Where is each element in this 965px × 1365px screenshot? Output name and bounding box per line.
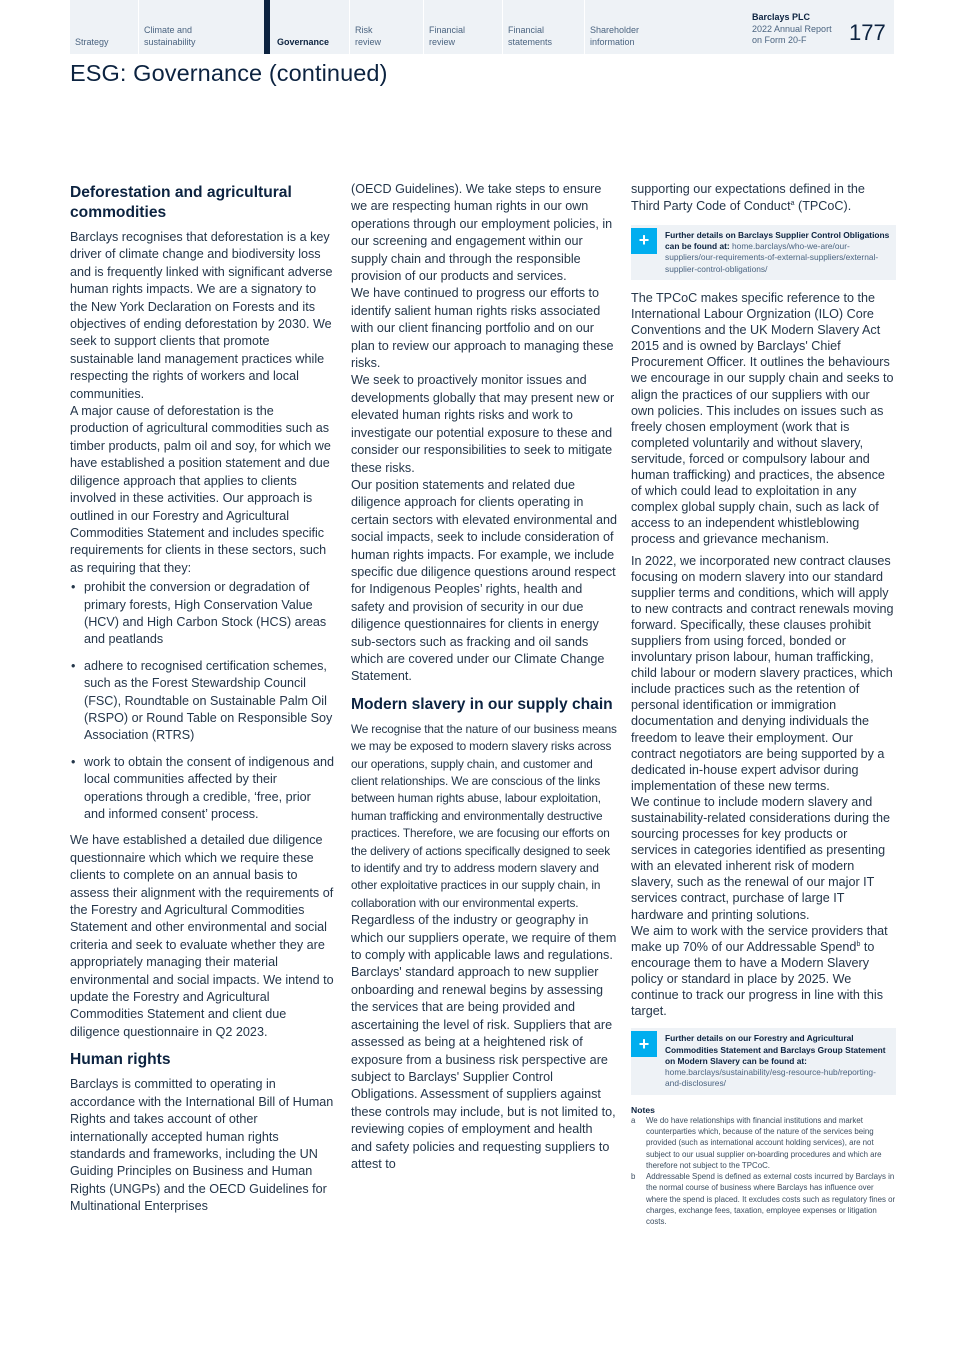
note-text: Addressable Spend is defined as external costs incurred by Barclays in the normal course of business where Barclays has influence over where the spend is placed. It excludes costs such as regulatory fines or charges, exchange fees, taxation, employee expenses or litigation costs. bbox=[646, 1172, 896, 1227]
callout-text bbox=[665, 1033, 890, 1089]
callout-forestry-modern-slavery bbox=[631, 1028, 896, 1094]
paragraph: A major cause of deforestation is the production of agricultural commodities such as timber products, palm oil and soy, for which we have established a position statement and due diligence approach that applies to clients involved in these activities. Our approach is outlined in our Forestry and Agricultural Commodities Statement and includes specific requirements for clients in these sectors, such as requiring that they: bbox=[70, 404, 331, 575]
note-key: a bbox=[631, 1115, 636, 1125]
nav-tab-shareholder-information[interactable] bbox=[584, 0, 666, 54]
callout-link[interactable]: home.barclays/sustainability/esg-resource-hub/reporting-and-disclosures/ bbox=[665, 1067, 876, 1089]
list-item: • prohibit the conversion or degradation of primary forests, High Conservation Value (HCV) and High Carbon Stock (HCS) areas and peatlands bbox=[70, 579, 335, 649]
nav-tab-label: Financial statements bbox=[508, 25, 553, 47]
footnote-ref-a[interactable]: a bbox=[790, 200, 795, 208]
nav-tab-label: Financial review bbox=[429, 25, 466, 47]
report-line-1: 2022 Annual Report bbox=[752, 23, 832, 34]
plus-icon: + bbox=[631, 1031, 657, 1057]
callout-link[interactable]: home.barclays/who-we-are/our-suppliers/our-requirements-of-external-suppliers/external-supplier-control-obligations/ bbox=[665, 241, 879, 274]
nav-tab-risk-review[interactable] bbox=[349, 0, 423, 54]
callout-heading: Further details on our Forestry and Agricultural Commodities Statement and Barclays Group Statement on Modern Slavery can be found at: bbox=[665, 1033, 886, 1066]
nav-tab-governance[interactable] bbox=[264, 0, 347, 54]
list-item: • adhere to recognised certification schemes, such as the Forest Stewardship Council (FSC), Roundtable on Sustainable Palm Oil (RSPO) or Round Table on Responsible Soy Association (RTRS) bbox=[70, 658, 335, 745]
paragraph: Regardless of the industry or geography in which our suppliers operate, we require of them to comply with applicable laws and regulations. Barclays' standard approach to new supplier onboarding and renewal begins by assessing the services that are being provided and ascertaining the level of risk. Suppliers that are assessed as being at a heightened risk of exposure from a business risk perspective are subject to Barclays' Supplier Control Obligations. Assessment of suppliers against these controls may include, but is not limited to, reviewing copies of employment and health and safety policies and requesting suppliers to attest to bbox=[351, 913, 617, 1171]
callout-heading: Further details on Barclays Supplier Control Obligations can be found at: bbox=[665, 229, 890, 252]
column-1 bbox=[70, 181, 335, 1216]
nav-tab-strategy[interactable] bbox=[70, 0, 138, 54]
nav-tab-label: Strategy bbox=[75, 36, 109, 47]
heading-modern-slavery: Modern slavery in our supply chain bbox=[351, 695, 613, 713]
nav-tab-climate[interactable] bbox=[138, 0, 262, 54]
nav-tab-financial-statements[interactable] bbox=[502, 0, 584, 54]
note-b bbox=[631, 1171, 896, 1227]
page-title: ESG: Governance (continued) bbox=[70, 60, 388, 86]
column-2 bbox=[351, 181, 617, 1173]
paragraph: We recognise that the nature of our business means we may be exposed to modern slavery risks across our operations, supply chain, and customer and client relationships. We are conscious of the links between human rights abuse, labour exploitation, human trafficking and environmentally destructive practices. Therefore, we are focusing our efforts on the delivery of actions specifically designed to seek to identify and try to address modern slavery and other exploitative practices in our supply chain, in collaboration with our environmental experts. bbox=[351, 721, 617, 910]
callout-text bbox=[665, 230, 890, 275]
heading-deforestation: Deforestation and agricultural commodities bbox=[70, 184, 292, 221]
paragraph: Our position statements and related due diligence approach for clients operating in certain sectors with elevated environmental and social impacts, seek to include consideration of human rights impacts. For example, we include specific due diligence questions around respect for Indigenous Peoples’ rights, health and safety and provision of security in our due diligence questionnaires for clients in energy sub-sectors such as fracking and oil sands which are covered under our Climate Change Statement. bbox=[351, 477, 618, 684]
nav-tab-financial-review[interactable] bbox=[423, 0, 502, 54]
text: supporting our expectations defined in the Third Party Code of Conduct bbox=[631, 182, 865, 214]
paragraph: We have continued to progress our efforts to identify salient human rights risks associated with our client financing portfolio and on our plan to review our approach to managing these risks. bbox=[351, 286, 614, 371]
plus-icon: + bbox=[631, 228, 657, 254]
paragraph: We have established a detailed due diligence questionnaire which which we require these clients to complete on an annual basis to assess their alignment with the requirements of the Forestry and Agricultural Commodities Statement and other environmental and social criteria and seek to evaluate whether they are appropriately managing their material environmental and social impacts. We intend to update the Forestry and Agricultural Commodities Statement and client due diligence questionnaire in Q2 2023. bbox=[70, 833, 334, 1039]
note-a bbox=[631, 1115, 896, 1171]
text: We aim to work with the service providers that make up 70% of our Addressable Spend bbox=[631, 923, 888, 954]
paragraph: The TPCoC makes specific reference to the International Labour Orgnization (ILO) Core Conventions and the UK Modern Slavery Act 2015 and is owned by Barclays' Chief Procurement Officer. It outlines the behaviours we encourage in our supply chain and seeks to align the practices of our suppliers with our own policies. This includes on issues such as freely chosen employment (work that is completed voluntarily and without slavery, servitude, forced or compulsory labour and human trafficking) and practices, the absence of which could lead to exploitation in any complex global supply chain, such as lack of access to an independent whistleblowing process and grievance mechanism. bbox=[631, 291, 894, 547]
heading-human-rights: Human rights bbox=[70, 1051, 171, 1069]
note-key: b bbox=[631, 1172, 636, 1182]
paragraph: Barclays is committed to operating in accordance with the International Bill of Human Rights and takes account of other internationally accepted human rights standards and frameworks, including the UN Guiding Principles on Business and Human Rights (UNGPs) and the OECD Guidelines for Multinational Enterprises bbox=[70, 1077, 334, 1214]
paragraph: Barclays recognises that deforestation is a key driver of climate change and biodiversity loss and is frequently linked with significant adverse human rights impacts. We are a signatory to the New York Declaration on Forests and its objectives of ending deforestation by 2030. We seek to support clients that promote sustainable land management practices while respecting the rights of workers and local communities. bbox=[70, 230, 333, 401]
column-3 bbox=[631, 181, 896, 1228]
text: to encourage them to have a Modern Slavery policy or standard in place by 2025. We continue to track our progress in line with this target. bbox=[631, 939, 883, 1019]
paragraph: (OECD Guidelines). We take steps to ensure we are respecting human rights in our own operations through our employment policies, in our screening and engagement within our supply chain and through the responsible provision of our products and services. bbox=[351, 182, 613, 284]
report-line-2: on Form 20-F bbox=[752, 35, 807, 45]
requirements-list bbox=[70, 579, 335, 823]
paragraph: In 2022, we incorporated new contract clauses focusing on modern slavery into our standard supplier terms and conditions, which will apply to new contracts and contract renewals moving forward. Specifically, these clauses prohibit suppliers from using forced, bonded or involuntary prison labour, human trafficking, child labour or modern slavery practices, which include practices such as the retention of personal identification or immigration documentation and denying individuals the freedom to leave their employment. Our contract negotiators are being supported by a dedicated in-house expert advisor during implementation of these new terms. bbox=[631, 553, 894, 793]
nav-tab-label: Climate and sustainability bbox=[144, 25, 196, 47]
nav-tab-label: Risk review bbox=[355, 25, 382, 47]
footnote-ref-b[interactable]: b bbox=[856, 940, 861, 948]
paragraph: We seek to proactively monitor issues and developments globally that may present new or elevated human rights risks and work to investigate our potential exposure to these and consider our responsibilities to seek to mitigate these risks. bbox=[351, 373, 615, 475]
note-text: We do have relationships with financial institutions and market counterparties which, because of the nature of the services being provided (such as international account holding services), are not subject to our usual supplier on-boarding procedures and which are therefore not subject to the TPCoC. bbox=[646, 1115, 882, 1170]
paragraph bbox=[631, 923, 896, 1020]
report-info bbox=[752, 12, 847, 47]
page-number: 177 bbox=[849, 20, 886, 45]
callout-supplier-control bbox=[631, 225, 896, 280]
company-name: Barclays PLC bbox=[752, 12, 811, 22]
nav-tab-label: Governance bbox=[277, 36, 330, 47]
notes-title: Notes bbox=[631, 1104, 655, 1115]
nav-tab-label: Shareholder information bbox=[590, 25, 640, 47]
list-item: • work to obtain the consent of indigenous and local communities affected by their operations through a credible, ‘free, prior and informed consent’ process. bbox=[70, 754, 335, 824]
text: (TPCoC). bbox=[794, 199, 852, 214]
paragraph: We continue to include modern slavery and sustainability-related considerations during the sourcing processes for key products or services in categories identified as presenting with an elevated inherent risk of modern slavery, such as the renewal of our major IT services contract, purchase of large IT hardware and printing solutions. bbox=[631, 794, 891, 922]
paragraph bbox=[631, 181, 896, 216]
